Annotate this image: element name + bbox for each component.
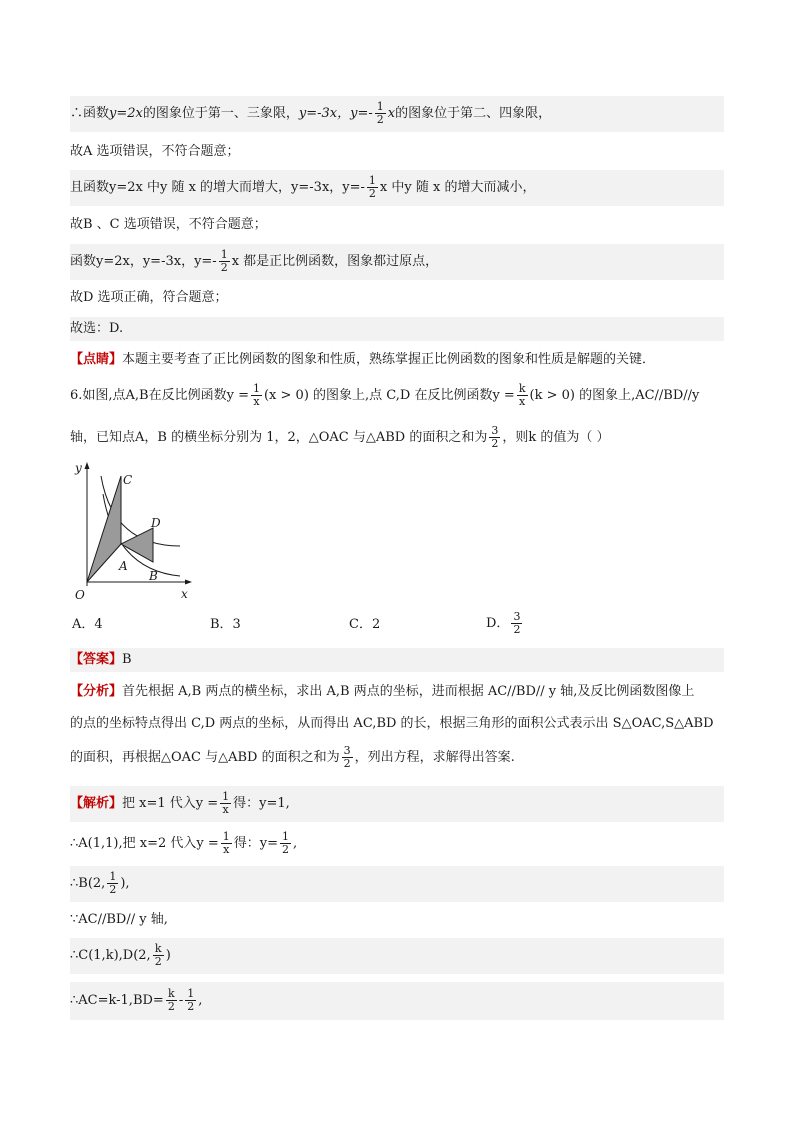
text-segment: , — [198, 993, 203, 1008]
fraction — [342, 745, 353, 770]
text-segment: (x > 0) 的图象上,点 C,D 在反比例函数y = — [263, 388, 515, 403]
label-x: x — [181, 587, 188, 601]
solution-line-7 — [70, 317, 724, 341]
text-segment: - — [178, 993, 184, 1008]
fraction — [220, 791, 231, 816]
denominator: 2 — [154, 955, 162, 968]
text-segment: 且函数y=2x 中y 随 x 的增大而增大，y=-3x，y=- — [70, 180, 365, 195]
analysis-line-2 — [70, 712, 724, 736]
numerator: 1 — [376, 100, 384, 113]
text-segment: 把 x=1 代入y = — [122, 796, 219, 811]
text-segment: 的面积，再根据△OAC 与△ABD 的面积之和为 — [70, 750, 340, 765]
text-segment: ∴B(2, — [70, 876, 106, 891]
x-axis-arrow — [185, 580, 192, 585]
solution-line-1 — [70, 96, 724, 132]
text-segment: ), — [120, 876, 130, 891]
text-segment: ∴函数 — [70, 106, 110, 121]
fraction — [251, 383, 262, 408]
analysis-text: 首先根据 A,B 两点的横坐标，求出 A,B 两点的坐标，进而根据 AC//BD// y 轴,及反比例函数图像上 — [122, 684, 695, 699]
denominator: 2 — [491, 437, 499, 450]
question-line-2 — [70, 420, 724, 456]
text-segment: 故D 选项正确，符合题意； — [70, 290, 228, 305]
fraction — [511, 611, 522, 636]
option-a: A．4 — [72, 617, 103, 632]
text-segment: ，列出方程，求解得出答案. — [354, 750, 515, 765]
numerator: 3 — [343, 744, 351, 757]
text-segment: , — [293, 836, 298, 851]
label-d: D — [151, 516, 161, 530]
analysis-tag: 【分析】 — [70, 684, 123, 699]
text-segment: 得：y=1, — [233, 796, 290, 811]
denominator: x — [222, 803, 229, 816]
y-axis-arrow — [85, 462, 90, 469]
numerator: 1 — [282, 830, 289, 843]
solution-line-2 — [70, 140, 724, 164]
key-point-tag: 【点睛】 — [70, 352, 123, 367]
math-segment: y=2x — [109, 106, 143, 121]
solution-step-4 — [70, 908, 724, 932]
fraction — [489, 425, 500, 450]
text-segment: 6.如图,点A,B在反比例函数y = — [70, 388, 249, 403]
solution-step-2 — [70, 826, 724, 862]
function-graph-figure — [68, 458, 198, 608]
numerator: 1 — [222, 830, 230, 843]
key-point-text: 本题主要考查了正比例函数的图象和性质，熟练掌握正比例函数的图象和性质是解题的关键． — [122, 352, 656, 367]
denominator: x — [253, 395, 260, 408]
triangle-oac — [87, 476, 121, 582]
numerator: 1 — [109, 870, 117, 883]
denominator: 2 — [343, 757, 351, 770]
solution-step-3 — [70, 866, 724, 902]
fraction — [153, 943, 164, 968]
numerator: k — [154, 942, 162, 955]
fraction — [107, 871, 118, 896]
label-y: y — [75, 461, 82, 475]
question-line-1 — [70, 378, 724, 414]
solution-tag: 【解析】 — [70, 796, 123, 811]
solution-line-4 — [70, 213, 724, 237]
denominator: 2 — [109, 883, 117, 896]
label-c: C — [123, 473, 133, 487]
fraction — [280, 831, 291, 856]
text-segment: ∵AC//BD// y 轴, — [70, 912, 168, 927]
numerator: k — [167, 987, 175, 1000]
option-d-prefix: D． — [486, 616, 510, 631]
triangle-abd — [121, 528, 153, 562]
fraction — [367, 175, 378, 200]
denominator: 2 — [376, 113, 384, 126]
denominator: 2 — [513, 623, 521, 636]
fraction — [166, 988, 177, 1013]
fraction — [517, 383, 528, 408]
numerator: 1 — [187, 987, 195, 1000]
solution-step-6 — [70, 982, 724, 1020]
answer-value: B — [122, 652, 132, 667]
solution-step-1 — [70, 786, 724, 822]
math-segment: x — [387, 106, 396, 121]
denominator: 2 — [187, 1000, 195, 1013]
label-a: A — [119, 559, 128, 573]
text-segment: ∴A(1,1),把 x=2 代入y = — [70, 836, 219, 851]
text-segment: 的图象位于第二、四象限， — [395, 106, 552, 121]
solution-step-5 — [70, 938, 724, 974]
fraction — [375, 101, 386, 126]
label-o: O — [75, 588, 85, 602]
numerator: 1 — [252, 382, 260, 395]
solution-line-5 — [70, 244, 724, 280]
analysis-text: 的点的坐标特点得出 C,D 两点的坐标，从而得出 AC,BD 的长，根据三角形的面积公式表示出 S△OAC,S△ABD — [70, 716, 714, 731]
text-segment: x 中y 随 x 的增大而减小， — [379, 180, 536, 195]
denominator: 2 — [368, 187, 376, 200]
math-segment: y=-3x，y=- — [298, 106, 373, 121]
option-d — [486, 606, 524, 642]
text-segment: x 都是正比例函数，图象都过原点， — [231, 254, 439, 269]
numerator: 1 — [368, 174, 376, 187]
text-segment: ∴C(1,k),D(2, — [70, 948, 151, 963]
numerator: 1 — [220, 248, 228, 261]
denominator: 2 — [282, 843, 289, 856]
text-segment: ) — [165, 948, 171, 963]
text-segment: ∴AC=k-1,BD= — [70, 993, 164, 1008]
denominator: 2 — [220, 261, 228, 274]
solution-line-6 — [70, 286, 724, 310]
key-point-line — [70, 348, 724, 372]
numerator: 3 — [491, 424, 499, 437]
text-segment: 得：y= — [233, 836, 278, 851]
numerator: 3 — [513, 610, 521, 623]
text-segment: 函数y=2x，y=-3x，y=- — [70, 254, 217, 269]
text-segment: 故选：D. — [70, 321, 124, 336]
fraction — [219, 249, 230, 274]
analysis-line-1 — [70, 680, 724, 704]
answer-tag: 【答案】 — [70, 652, 123, 667]
answer-line — [70, 648, 724, 672]
option-c: C．2 — [349, 617, 381, 632]
solution-line-3 — [70, 170, 724, 206]
fraction — [221, 831, 232, 856]
numerator: 1 — [222, 790, 230, 803]
text-segment: 故B 、C 选项错误，不符合题意； — [70, 217, 267, 232]
label-b: B — [149, 569, 158, 583]
analysis-line-3 — [70, 740, 724, 776]
numerator: k — [518, 382, 526, 395]
denominator: x — [519, 395, 526, 408]
text-segment: (k > 0) 的图象上,AC//BD//y — [529, 388, 700, 403]
text-segment: 的图象位于第一、三象限， — [142, 106, 299, 121]
text-segment: ，则k 的值为（ ） — [502, 430, 610, 445]
fraction — [185, 988, 196, 1013]
denominator: 2 — [167, 1000, 175, 1013]
denominator: x — [223, 843, 230, 856]
option-b: B．3 — [210, 617, 241, 632]
text-segment: 轴，已知点A，B 的横坐标分别为 1，2，△OAC 与△ABD 的面积之和为 — [70, 430, 488, 445]
text-segment: 故A 选项错误，不符合题意； — [70, 144, 240, 159]
